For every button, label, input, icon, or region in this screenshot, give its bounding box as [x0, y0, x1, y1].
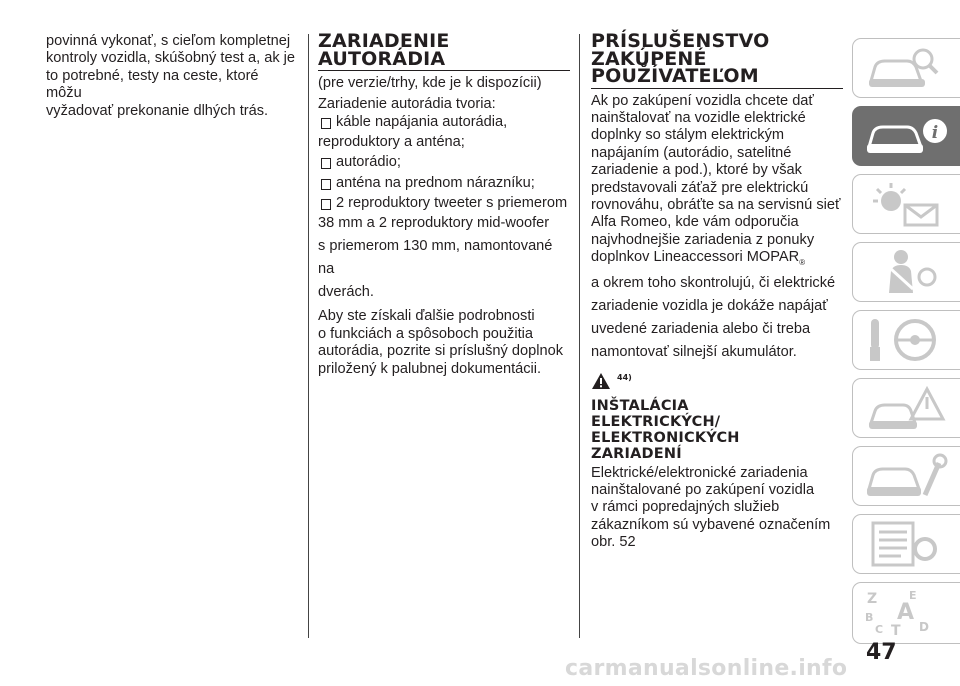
bullet-item [318, 195, 570, 212]
bullet-text: káble napájania autorádia, [336, 113, 508, 130]
svg-text:C: C [875, 623, 884, 636]
paragraph-line: povinná vykonať, s cieľom kompletnej [46, 33, 291, 49]
tab-emergency[interactable] [852, 378, 960, 438]
bullet-item [318, 114, 570, 131]
paragraph-line: rovnováhu, obráťte sa na servisnú sieť [591, 196, 841, 213]
tab-warning-lights[interactable] [852, 174, 960, 234]
paragraph-line [591, 249, 843, 271]
paragraph-line: zákazníkom sú vybavené označením [591, 516, 831, 533]
paragraph-line: uvedené zariadenia alebo či treba [591, 320, 811, 337]
paragraph-line: kontroly vozidla, skúšobný test a, ak je [46, 50, 296, 67]
bullet-text: autorádio; [336, 154, 401, 171]
warning-light-envelope-icon [861, 179, 949, 229]
car-info-icon [861, 111, 949, 161]
paragraph-line: namontovať silnejší akumulátor. [591, 343, 797, 360]
paragraph-line: Alfa Romeo, kde vám odporučia [591, 214, 799, 231]
bullet-text-continued: dverách. [318, 284, 374, 301]
svg-text:T: T [891, 623, 901, 637]
paragraph-line: vyžadovať prekonanie dlhých trás. [46, 102, 269, 119]
bullet-text: anténa na prednom nárazníku; [336, 174, 535, 191]
paragraph-line: o funkciách a spôsoboch použitia [318, 325, 533, 342]
tab-dashboard[interactable] [852, 38, 960, 98]
alphabet-index-icon [861, 587, 949, 637]
bullet-text-continued: reproduktory a anténa; [318, 134, 465, 151]
key-steering-wheel-icon [861, 315, 949, 365]
paragraph-line: priložený k palubnej dokumentácii. [318, 360, 542, 377]
checklist-gear-icon [861, 519, 949, 569]
bullet-text-continued: s priemerom 130 mm, namontované na [318, 238, 553, 278]
heading-line: INŠTALÁCIA [591, 397, 689, 414]
heading-line: ZARIADENÍ [591, 445, 682, 462]
section-heading-accessories [591, 30, 843, 89]
seatbelt-icon [861, 247, 949, 297]
heading-line: ELEKTRICKÝCH/ [591, 413, 721, 430]
tab-starting-driving[interactable] [852, 310, 960, 370]
bullet-text-continued: 38 mm a 2 reproduktory mid-woofer [318, 215, 550, 232]
paragraph-line: doplnky so stálym elektrickým [591, 127, 785, 144]
bullet-item [318, 175, 570, 192]
paragraph-line: nainštalované po zakúpení vozidla [591, 481, 815, 498]
heading-line: ZARIADENIE [318, 30, 450, 52]
chapter-tabs [852, 38, 960, 652]
warning-triangle-icon [591, 372, 611, 390]
bullet-box-icon [321, 118, 331, 129]
svg-text:E: E [909, 589, 917, 602]
tab-car-info[interactable] [852, 106, 960, 166]
paragraph-line: Ak po zakúpení vozidla chcete dať [591, 92, 814, 109]
emergency-triangle-icon [861, 383, 949, 433]
section-heading-installation [591, 398, 843, 462]
svg-text:B: B [865, 611, 874, 624]
column-divider [308, 34, 309, 638]
page-number: 47 [866, 640, 897, 665]
warning-ref-number: 44) [617, 372, 632, 382]
column-1 [46, 33, 296, 120]
registered-mark: ® [799, 258, 806, 268]
paragraph-line: obr. 52 [591, 534, 636, 551]
warning-reference [591, 370, 843, 390]
mopar-text: doplnkov Lineaccessori MOPAR [591, 249, 800, 266]
paragraph-line: v rámci popredajných služieb [591, 499, 780, 516]
heading-line: POUŽÍVATEĽOM [591, 65, 759, 87]
bullet-box-icon [321, 158, 331, 169]
car-wrench-icon [861, 451, 949, 501]
paragraph-line: najvhodnejšie zariadenia z ponuky [591, 231, 815, 248]
intro-text: Zariadenie autorádia tvoria: [318, 96, 496, 113]
tab-index[interactable] [852, 582, 960, 644]
availability-note: (pre verzie/trhy, kde je k dispozícii) [318, 75, 542, 91]
tab-safety[interactable] [852, 242, 960, 302]
bullet-box-icon [321, 179, 331, 190]
heading-line: AUTORÁDIA [318, 47, 446, 70]
column-2 [318, 30, 570, 378]
heading-line: ZAKÚPENÉ [591, 47, 707, 70]
paragraph-line: zariadenie vozidla je dokáže napájať [591, 297, 828, 314]
bullet-item [318, 154, 570, 171]
paragraph-line: nainštalovať na vozidle elektrické [591, 109, 806, 126]
column-divider [579, 34, 580, 638]
paragraph-line: a okrem toho skontrolujú, či elektrické [591, 274, 836, 291]
heading-line: PRÍSLUŠENSTVO [591, 30, 770, 52]
column-3 [591, 30, 843, 552]
heading-line: ELEKTRONICKÝCH [591, 429, 740, 446]
tab-maintenance[interactable] [852, 446, 960, 506]
svg-text:D: D [919, 620, 929, 634]
watermark: carmanualsonline.info [565, 656, 848, 681]
bullet-text: 2 reproduktory tweeter s priemerom [336, 195, 568, 212]
car-search-icon [861, 43, 949, 93]
svg-text:A: A [897, 600, 915, 625]
svg-text:i: i [931, 123, 939, 143]
paragraph-line: to potrebné, testy na ceste, ktoré môžu [46, 67, 259, 102]
tab-technical-data[interactable] [852, 514, 960, 574]
paragraph-line: Elektrické/elektronické zariadenia [591, 464, 808, 481]
svg-text:Z: Z [867, 591, 878, 607]
paragraph-line: napájaním (autorádio, satelitné [591, 144, 792, 161]
paragraph-line: predstavovali záťaž pre elektrickú [591, 179, 809, 196]
paragraph-line: autorádia, pozrite si príslušný doplnok [318, 343, 563, 360]
paragraph-line: Aby ste získali ďalšie podrobnosti [318, 308, 535, 325]
section-heading-car-radio [318, 30, 570, 71]
bullet-box-icon [321, 199, 331, 210]
paragraph-line: zariadenie a pod.), ktoré by však [591, 162, 802, 179]
